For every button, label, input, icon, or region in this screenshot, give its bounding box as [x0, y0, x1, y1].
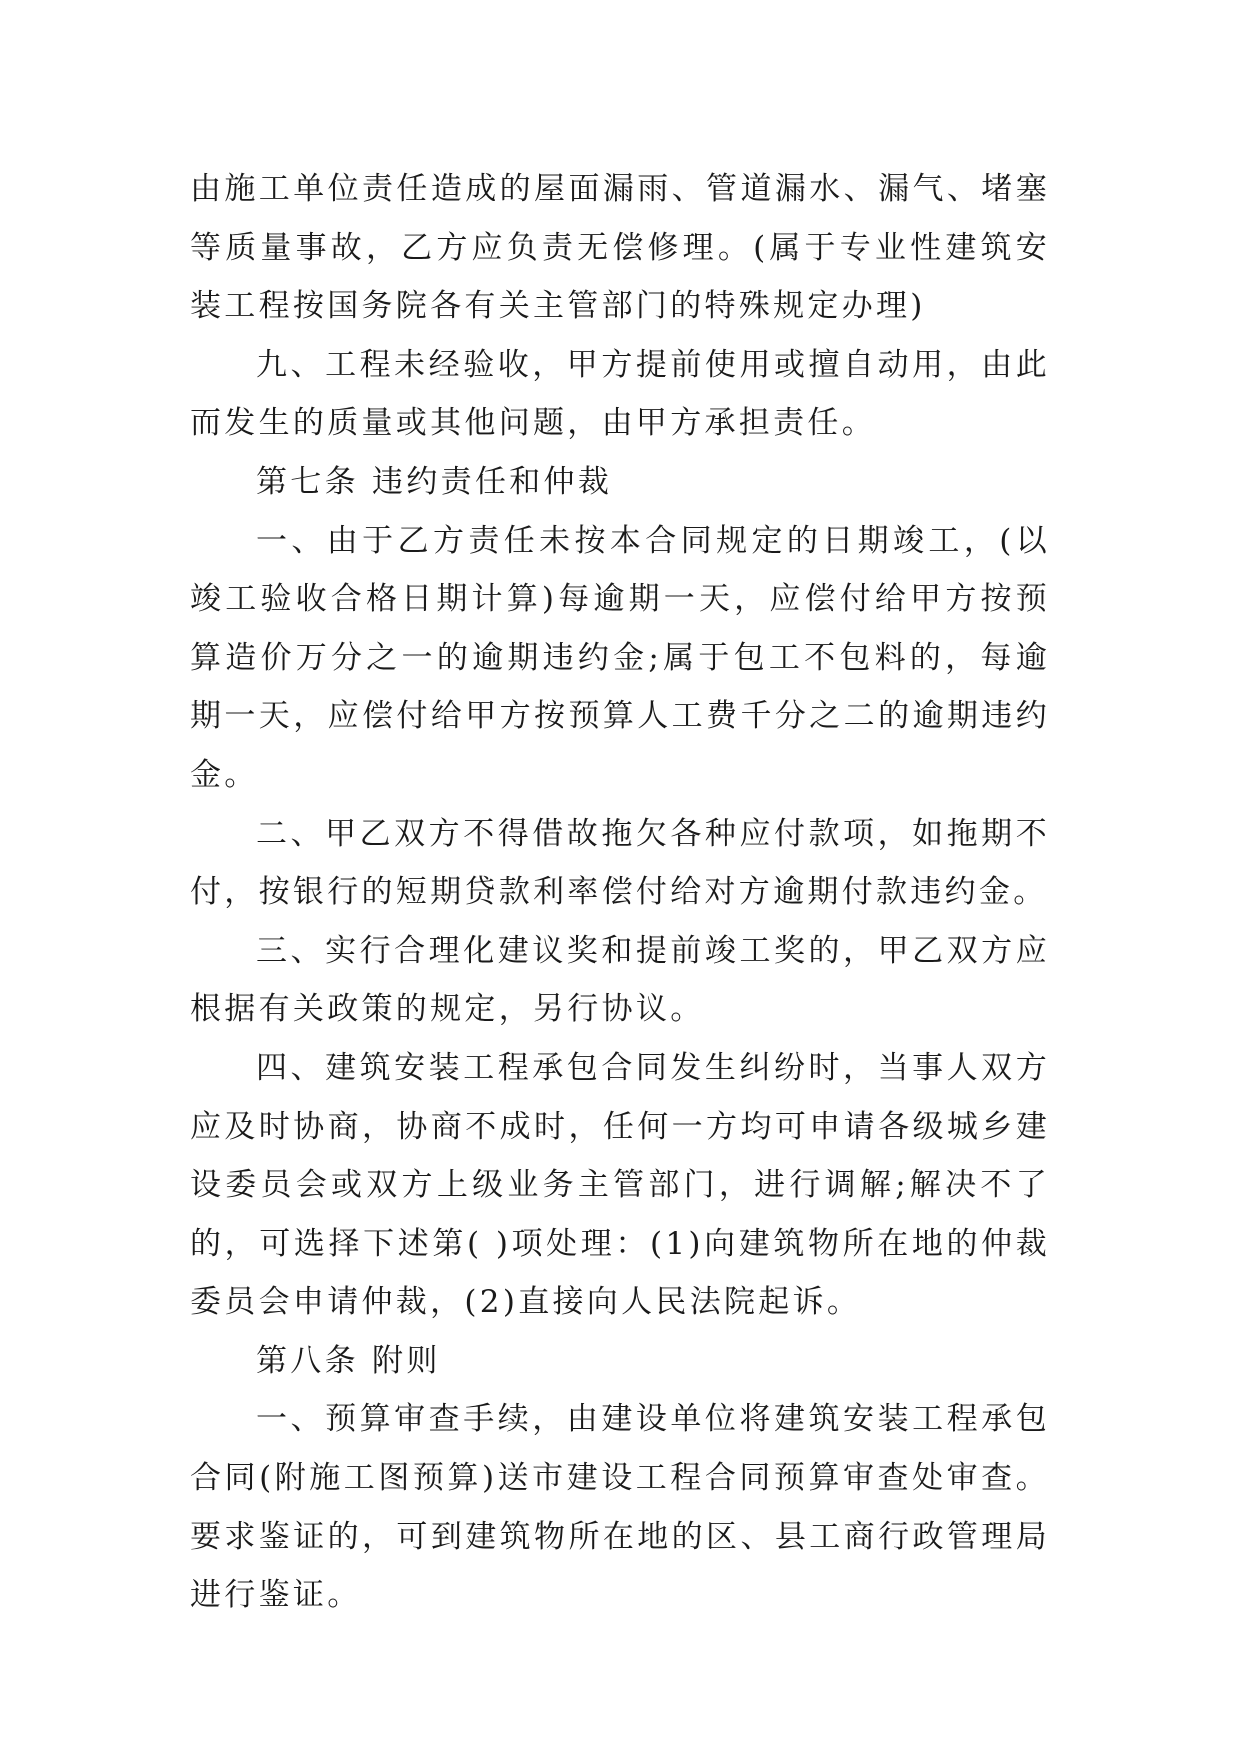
article-eight-heading: 第八条 附则	[256, 1342, 441, 1379]
paragraph-article-seven-item-two: 二、甲乙双方不得借故拖欠各种应付款项，如拖期不付，按银行的短期贷款利率偿付给对方逾期付款违约金。	[190, 815, 1050, 911]
paragraph-article-eight-item-one: 一、预算审查手续，由建设单位将建筑安装工程承包合同(附施工图预算)送市建设工程合同预算审查处审查。要求鉴证的，可到建筑物所在地的区、县工商行政管理局进行鉴证。	[190, 1401, 1050, 1614]
paragraph-continuation-repair-liability: 由施工单位责任造成的屋面漏雨、管道漏水、漏气、堵塞等质量事故，乙方应负责无偿修理。(属于专业性建筑安装工程按国务院各有关主管部门的特殊规定办理)	[190, 171, 1050, 325]
paragraph-article-seven-item-three: 三、实行合理化建议奖和提前竣工奖的，甲乙双方应根据有关政策的规定，另行协议。	[190, 932, 1050, 1028]
contract-body	[190, 160, 1050, 1625]
article-seven-heading: 第七条 违约责任和仲裁	[256, 463, 613, 500]
paragraph-article-seven-item-one: 一、由于乙方责任未按本合同规定的日期竣工，(以竣工验收合格日期计算)每逾期一天，应偿付给甲方按预算造价万分之一的逾期违约金;属于包工不包料的，每逾期一天，应偿付给甲方按预算人工费千分之二的逾期违约金。	[190, 522, 1050, 793]
paragraph-article-seven-item-four: 四、建筑安装工程承包合同发生纠纷时，当事人双方应及时协商，协商不成时，任何一方均可申请各级城乡建设委员会或双方上级业务主管部门，进行调解;解决不了的，可选择下述第( )项处理：(1)向建筑物所在地的仲裁委员会申请仲裁，(2)直接向人民法院起诉。	[190, 1049, 1050, 1321]
paragraph-item-nine: 九、工程未经验收，甲方提前使用或擅自动用，由此而发生的质量或其他问题，由甲方承担责任。	[190, 346, 1050, 442]
